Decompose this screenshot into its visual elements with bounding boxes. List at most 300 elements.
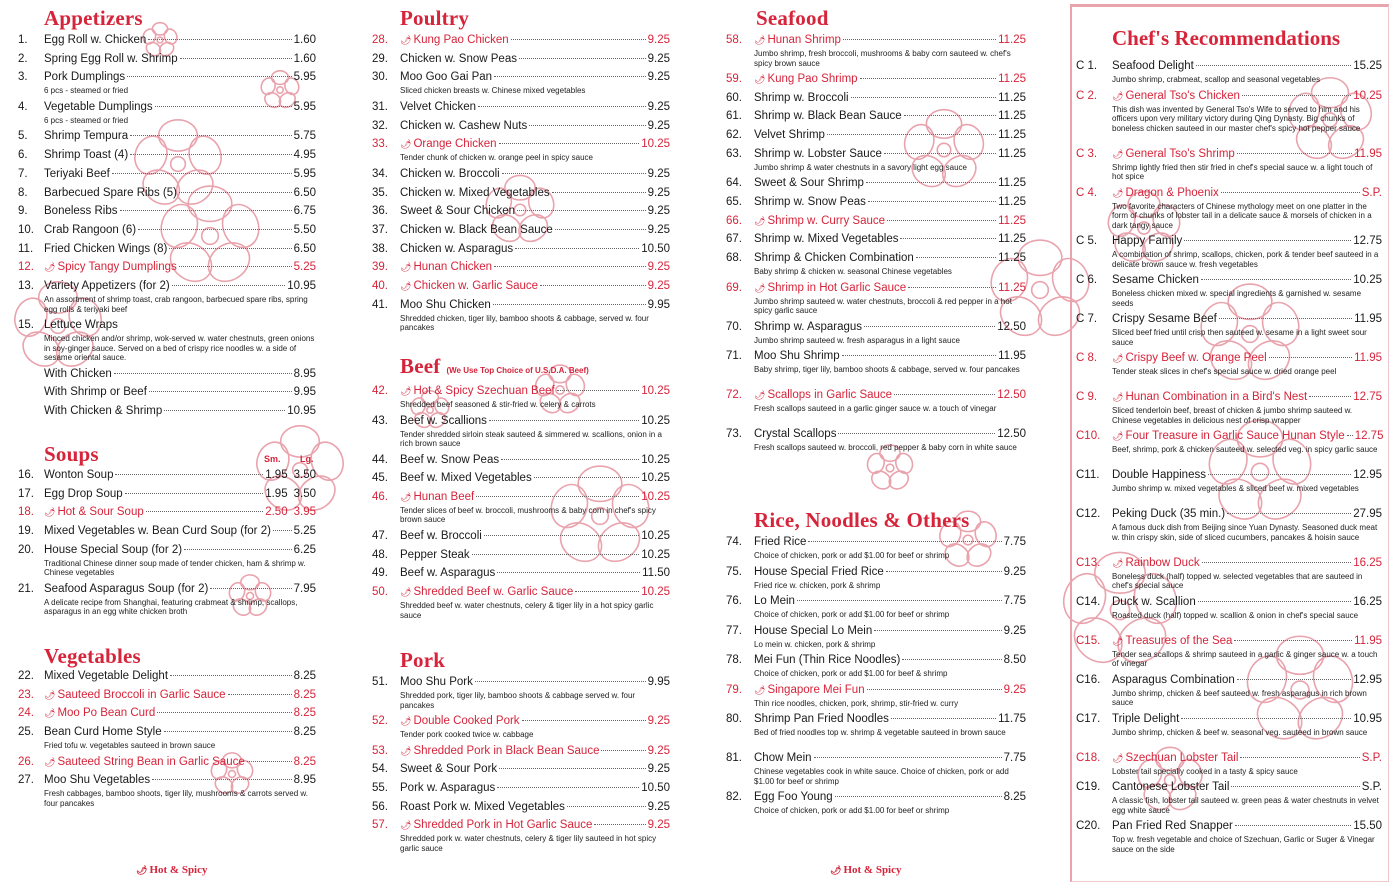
item-description: Jumbo shrimp, chicken & beef w. seasonal veg. sauteed in brown sauce	[1112, 727, 1368, 737]
item-description: Two favorite characters of Chinese mythology meet on one platter in the form of chunks of lobster tail in a delicate sauce & morsels of chicken in a dark tangy sauce	[1112, 201, 1372, 230]
item-name: Moo Shu Chicken	[400, 298, 491, 311]
pepper-icon: 🌶	[1112, 187, 1124, 198]
item-description: Fresh cabbages, bamboo shoots, tiger lily, mushrooms & carrots served w. four pancakes	[44, 789, 308, 808]
item-price: 5.50	[293, 223, 316, 236]
menu-item	[1076, 187, 1382, 231]
item-price: 11.25	[998, 252, 1026, 265]
menu-item	[372, 138, 670, 163]
item-name: Beef w. Snow Peas	[400, 453, 500, 466]
pepper-icon: 🌶	[44, 756, 56, 767]
leader-dots	[228, 694, 292, 695]
item-price: 9.25	[647, 763, 670, 776]
item-name: Chicken w. Broccoli	[400, 167, 500, 180]
leader-dots	[489, 420, 639, 421]
column-4	[1076, 0, 1382, 884]
item-name: Pork Dumplings	[44, 71, 126, 84]
leader-dots	[146, 511, 263, 512]
item-number: 10.	[18, 223, 34, 236]
menu-item	[18, 319, 316, 363]
leader-dots	[908, 287, 996, 288]
item-name: Pepper Steak	[400, 548, 470, 561]
item-number: 76.	[726, 595, 742, 607]
item-name: Shredded Pork in Hot Garlic Sauce	[413, 819, 593, 832]
menu-item	[372, 763, 670, 778]
item-number: 26.	[18, 755, 34, 768]
leader-dots	[1227, 513, 1351, 514]
item-name: Orange Chicken	[413, 138, 497, 151]
menu-item	[372, 676, 670, 710]
item-price: S.P.	[1361, 781, 1382, 793]
item-number: 5.	[18, 130, 28, 143]
item-description: Fried tofu w. vegetables sauteed in brown sauce	[44, 741, 216, 751]
item-description: Beef, shrimp, pork & chicken sauteed w. selected veg. in spicy garlic sauce	[1112, 445, 1378, 454]
menu-item	[372, 101, 670, 116]
item-name: Wonton Soup	[44, 469, 114, 481]
item-name: Crystal Scallops	[754, 428, 837, 441]
item-price: 1.60	[293, 52, 316, 65]
menu-item	[18, 386, 316, 401]
leader-dots	[112, 173, 292, 174]
item-number: 25.	[18, 726, 34, 739]
leader-dots	[1184, 240, 1351, 241]
item-number: C14.	[1076, 595, 1101, 608]
item-price: 10.25	[641, 414, 670, 427]
item-price: 10.25	[641, 138, 670, 151]
hot-spicy-legend-3: 🌶 Hot & Spicy	[830, 864, 902, 876]
pork-title: Pork	[400, 648, 446, 672]
item-name: Egg Foo Young	[754, 791, 833, 803]
item-number: 37.	[372, 223, 388, 236]
leader-dots	[501, 459, 639, 460]
item-price: 10.25	[641, 472, 670, 485]
item-name: Shrimp Pan Fried Noodles	[754, 713, 889, 725]
item-name: General Tso's Chicken	[1125, 89, 1240, 102]
item-name: Variety Appetizers (for 2)	[44, 280, 170, 292]
item-number: 74.	[726, 536, 742, 548]
item-number: 55.	[372, 781, 388, 794]
pepper-icon: 🌶	[754, 390, 766, 401]
pepper-icon: 🌶	[754, 74, 766, 84]
leader-dots	[127, 76, 291, 77]
item-number: C 4.	[1076, 186, 1098, 199]
item-number: 62.	[726, 129, 742, 142]
item-price: 1.95	[265, 487, 288, 500]
leader-dots	[575, 591, 639, 592]
leader-dots	[179, 192, 292, 193]
item-description: Baby shrimp & chicken w. seasonal Chinese vegetables	[754, 267, 952, 277]
menu-item	[18, 243, 316, 258]
item-name: Shrimp Tempura	[44, 130, 129, 143]
item-price: 10.95	[287, 280, 316, 292]
leader-dots	[866, 182, 996, 183]
item-name: Sweet & Sour Shrimp	[754, 177, 864, 190]
item-price: 11.95	[1354, 147, 1382, 160]
item-name: Lettuce Wraps	[44, 319, 118, 331]
item-number: C16.	[1076, 673, 1101, 686]
item-description: Jumbo shrimp & water chestnuts in a savory light egg sauce	[754, 162, 967, 172]
leader-dots	[517, 210, 646, 211]
leader-dots	[838, 433, 995, 434]
leader-dots	[557, 390, 640, 391]
item-number: 52.	[372, 715, 388, 727]
item-number: 56.	[372, 800, 388, 813]
leader-dots	[1221, 192, 1360, 193]
pepper-icon: 🌶	[44, 262, 56, 273]
item-number: C 1.	[1076, 60, 1098, 72]
item-price: 27.95	[1353, 508, 1382, 520]
item-description: Sliced tenderloin beef, breast of chicken & jumbo shrimp sauteed w. Chinese vegetables in delicious nest of crisp wrapper	[1112, 406, 1353, 425]
item-number: C11.	[1076, 469, 1100, 481]
item-price: 10.25	[641, 586, 670, 598]
item-number: 18.	[18, 506, 34, 519]
menu-item	[372, 801, 670, 816]
item-price: 9.25	[647, 715, 670, 727]
menu-item	[18, 756, 316, 771]
item-name: Hot & Sour Soup	[57, 506, 144, 519]
item-name: Asparagus Combination	[1112, 673, 1235, 686]
menu-item	[1076, 508, 1382, 542]
menu-item	[1076, 674, 1382, 708]
item-number: 51.	[372, 676, 388, 688]
leader-dots	[114, 373, 292, 374]
pepper-icon: 🌶	[44, 507, 56, 518]
item-number: 50.	[372, 586, 388, 598]
item-description: Tender shredded sirloin steak sauteed & simmered w. scallions, onion in a rich brown sauce	[400, 429, 662, 448]
item-number: 29.	[372, 52, 388, 65]
leader-dots	[904, 115, 996, 116]
item-price: 9.25	[647, 261, 670, 274]
item-name: Velvet Shrimp	[754, 129, 825, 142]
item-price: 9.25	[647, 34, 670, 46]
item-number: 21.	[18, 582, 34, 595]
item-price: S.P.	[1361, 751, 1382, 764]
item-description: 6 pcs - steamed or fried	[44, 86, 129, 96]
item-number: 42.	[372, 385, 388, 397]
item-name: Fried Rice	[754, 536, 807, 548]
item-number: 12.	[18, 261, 34, 274]
item-number: 22.	[18, 670, 34, 682]
menu-item	[726, 350, 1026, 375]
menu-item	[372, 782, 670, 797]
item-number: 39.	[372, 261, 388, 274]
leader-dots	[179, 266, 292, 267]
item-price: 6.50	[293, 186, 316, 199]
leader-dots	[476, 496, 639, 497]
item-number: C15.	[1076, 634, 1101, 647]
menu-item	[18, 488, 316, 503]
item-name: Treasures of the Sea	[1125, 634, 1233, 647]
menu-item	[726, 428, 1026, 453]
menu-item	[372, 745, 670, 760]
item-number: 46.	[372, 490, 388, 503]
item-price: 12.95	[1353, 469, 1382, 481]
item-price: 4.95	[293, 149, 316, 162]
item-description: Shredded beef w. water chestnuts, celery & tiger lily in a hot spicy garlic sauce	[400, 601, 654, 620]
menu-item	[726, 791, 1026, 816]
leader-dots	[540, 285, 646, 286]
item-number: 27.	[18, 774, 34, 787]
leader-dots	[1198, 601, 1351, 602]
column-1	[18, 0, 316, 884]
item-description: Shredded pork, tiger lily, bamboo shoots & cabbage served w. four pancakes	[400, 691, 636, 710]
rice-noodles-title: Rice, Noodles & Others	[754, 508, 970, 532]
item-description: Tender chunk of chicken w. orange peel in spicy sauce	[400, 153, 594, 163]
item-price: 9.25	[647, 100, 670, 113]
leader-dots	[1219, 318, 1352, 319]
pepper-icon: 🌶	[754, 215, 766, 226]
seafood-title: Seafood	[756, 6, 829, 30]
item-price: 10.25	[641, 453, 670, 466]
menu-item	[726, 654, 1026, 679]
leader-dots	[184, 549, 292, 550]
item-name: Pork w. Asparagus	[400, 781, 496, 794]
leader-dots	[115, 474, 263, 475]
item-price: 5.25	[293, 261, 316, 274]
menu-item	[372, 243, 670, 258]
menu-item	[1076, 820, 1382, 854]
item-number: 81.	[726, 752, 742, 764]
item-number: 2.	[18, 52, 28, 65]
item-name: Hunan Beef	[413, 490, 475, 503]
item-name: Shrimp Toast (4)	[44, 149, 129, 162]
item-number: 71.	[726, 350, 742, 363]
leader-dots	[499, 768, 645, 769]
item-number: 49.	[372, 567, 388, 580]
item-description: Jumbo shrimp, chicken & beef sauteed w. fresh asparagus in rich brown sauce	[1112, 688, 1367, 707]
menu-item	[372, 491, 670, 525]
item-description: Tender slices of beef w. broccoli, mushrooms & baby corn in chef's spicy brown sauce	[400, 505, 656, 525]
item-number: 31.	[372, 100, 388, 113]
item-price: 12.95	[1353, 673, 1382, 686]
menu-item	[372, 454, 670, 469]
item-name: Mei Fun (Thin Rice Noodles)	[754, 654, 901, 666]
item-price: 9.25	[647, 186, 670, 199]
item-price: 8.50	[1003, 654, 1026, 666]
menu-item	[18, 280, 316, 314]
leader-dots	[149, 391, 292, 392]
item-description: Choice of chicken, pork or add $1.00 for beef or shrimp	[754, 610, 950, 619]
menu-item	[1076, 352, 1382, 377]
item-price: 16.25	[1353, 595, 1382, 608]
item-name: Roast Pork w. Mixed Vegetables	[400, 800, 565, 813]
leader-dots	[164, 410, 285, 411]
item-number: 67.	[726, 233, 742, 246]
leader-dots	[125, 493, 264, 494]
item-description: Jumbo shrimp sauteed w. water chestnuts, broccoli & red pepper in a hot spicy garlic sauce	[754, 296, 1012, 316]
item-price: 12.50	[997, 320, 1026, 333]
item-name: Shrimp w. Black Bean Sauce	[754, 110, 902, 123]
item-price: 6.25	[293, 543, 316, 556]
leader-dots	[894, 394, 995, 395]
menu-item	[726, 110, 1026, 125]
item-number: C 2.	[1076, 89, 1098, 102]
pepper-icon: 🌶	[400, 587, 412, 597]
item-number: 16.	[18, 469, 34, 481]
item-number: 43.	[372, 414, 388, 427]
menu-item	[726, 389, 1026, 414]
menu-item	[18, 368, 316, 383]
item-number: 75.	[726, 565, 742, 578]
item-name: Shredded Pork in Black Bean Sauce	[413, 744, 600, 757]
item-number: 38.	[372, 242, 388, 255]
item-price: 2.50	[265, 506, 288, 519]
leader-dots	[1309, 396, 1351, 397]
item-name: Kung Pao Chicken	[413, 34, 509, 46]
menu-item	[726, 196, 1026, 211]
item-name: Shrimp w. Curry Sauce	[767, 214, 886, 227]
item-price: 8.25	[293, 688, 316, 701]
item-name: Chicken w. Snow Peas	[400, 52, 517, 65]
item-description: Choice of chicken, pork or add $1.00 for beef or shrimp	[754, 806, 950, 815]
leader-dots	[1181, 718, 1351, 719]
leader-dots	[157, 712, 291, 713]
item-price: 9.25	[647, 280, 670, 292]
leader-dots	[860, 78, 996, 79]
item-price: 8.25	[293, 707, 316, 720]
menu-item	[372, 261, 670, 276]
menu-item	[18, 34, 316, 49]
pepper-icon: 🌶	[400, 262, 412, 273]
item-price: 10.50	[641, 242, 670, 255]
leader-dots	[273, 530, 292, 531]
item-description: Tender sea scallops & shrimp sauteed in a garlic & ginger sauce w. a touch of vinegar	[1112, 649, 1378, 668]
item-number: 6.	[18, 149, 28, 162]
pepper-icon: 🌶	[1112, 90, 1124, 101]
item-price: 11.95	[1354, 634, 1382, 647]
item-number: 1.	[18, 34, 28, 46]
item-number: 73.	[726, 428, 742, 441]
item-number: 70.	[726, 320, 742, 333]
item-name: Happy Family	[1112, 235, 1183, 247]
menu-item	[372, 819, 670, 853]
leader-dots	[475, 681, 646, 682]
item-name: Sauteed Broccoli in Garlic Sauce	[57, 688, 226, 701]
item-price: 8.25	[1003, 791, 1026, 803]
item-number: C19.	[1076, 781, 1101, 793]
item-number: C 9.	[1076, 391, 1098, 403]
item-name: Hunan Shrimp	[767, 34, 841, 46]
leader-dots	[1237, 153, 1352, 154]
leader-dots	[120, 210, 292, 211]
item-name: Bean Curd Home Style	[44, 726, 162, 739]
item-description: Traditional Chinese dinner soup made of tender chicken, ham & shrimp w. Chinese vegetables	[44, 558, 306, 578]
menu-item	[726, 177, 1026, 192]
item-number: 35.	[372, 186, 388, 199]
item-name: Dragon & Phoenix	[1125, 186, 1219, 199]
leader-dots	[148, 39, 291, 40]
vegetables-title: Vegetables	[44, 644, 141, 668]
item-number: 45.	[372, 472, 388, 485]
item-name: Chicken w. Mixed Vegetables	[400, 186, 550, 199]
leader-dots	[502, 173, 646, 174]
item-name: Shrimp in Hot Garlic Sauce	[767, 281, 907, 294]
item-number: 69.	[726, 281, 742, 294]
leader-dots	[552, 192, 646, 193]
item-name: Cantonese Lobster Tail	[1112, 781, 1230, 793]
item-description: Jumbo shrimp w. mixed vegetables & sliced beef w. mixed vegetables	[1112, 484, 1359, 493]
item-price: 10.50	[641, 781, 670, 794]
menu-item	[726, 684, 1026, 709]
menu-item	[726, 625, 1026, 650]
menu-item	[18, 261, 316, 276]
item-price: 10.95	[287, 404, 316, 417]
item-name: Boneless Ribs	[44, 205, 118, 218]
item-name: Shrimp w. Asparagus	[754, 320, 863, 333]
item-number: 7.	[18, 167, 28, 180]
menu-item	[18, 53, 316, 68]
item-name: With Shrimp or Beef	[44, 386, 147, 399]
item-number: 48.	[372, 548, 388, 561]
leader-dots	[808, 541, 1001, 542]
item-description: An assortment of shrimp toast, crab rangoon, barbecued spare ribs, spring egg rolls & teriyaki beef	[44, 295, 308, 314]
leader-dots	[884, 153, 996, 154]
leader-dots	[130, 135, 291, 136]
item-price: 11.25	[998, 110, 1026, 123]
pepper-icon: 🌶	[400, 745, 412, 756]
item-number: 34.	[372, 167, 388, 180]
pepper-icon: 🌶	[44, 708, 56, 719]
item-description: 6 pcs - steamed or fried	[44, 115, 129, 125]
menu-item	[372, 224, 670, 239]
leader-dots	[1208, 474, 1351, 475]
item-name: Hunan Combination in a Bird's Nest	[1125, 391, 1308, 403]
menu-item	[372, 472, 670, 487]
item-number: C 7.	[1076, 313, 1098, 325]
item-description: A delicate recipe from Shanghai, featuring crabmeat & shrimp, scallops, asparagus in an egg white chicken broth	[44, 597, 298, 617]
item-price: 9.25	[647, 744, 670, 757]
item-name: Pan Fried Red Snapper	[1112, 820, 1233, 832]
leader-dots	[827, 134, 996, 135]
item-price: 11.25	[998, 177, 1026, 190]
item-price: 12.75	[1354, 430, 1384, 442]
menu-item	[726, 321, 1026, 346]
item-number: 58.	[726, 34, 742, 46]
item-price: 12.75	[1353, 235, 1382, 247]
pepper-icon: 🌶	[1112, 557, 1124, 568]
item-price: 10.25	[641, 490, 670, 503]
leader-dots	[172, 285, 286, 286]
leader-dots	[1201, 279, 1351, 280]
menu-item	[726, 148, 1026, 173]
menu-item	[1076, 235, 1382, 269]
item-number: 23.	[18, 688, 34, 701]
leader-dots	[522, 720, 646, 721]
menu-item	[372, 205, 670, 220]
item-price: 7.95	[293, 582, 316, 595]
column-3	[726, 0, 1026, 884]
menu-item	[1076, 596, 1382, 621]
menu-item	[18, 544, 316, 578]
item-number: C17.	[1076, 712, 1101, 725]
item-description: Fresh scallops sauteed in a garlic ginger sauce w. a touch of vinegar	[754, 404, 997, 414]
item-number: 17.	[18, 487, 34, 500]
item-number: 30.	[372, 71, 388, 84]
leader-dots	[797, 600, 1002, 601]
item-number: 9.	[18, 205, 28, 218]
item-name: Lo Mein	[754, 595, 795, 607]
item-price: 9.25	[1003, 624, 1026, 637]
item-price: 9.25	[647, 167, 670, 180]
item-price: 1.60	[293, 34, 316, 46]
item-name: Shrimp w. Snow Peas	[754, 196, 866, 208]
item-name: Barbecued Spare Ribs (5)	[44, 186, 177, 199]
item-price: 6.75	[293, 205, 316, 218]
menu-item	[726, 595, 1026, 620]
item-price: 7.75	[1003, 536, 1026, 548]
item-number: 57.	[372, 819, 388, 832]
item-price: 5.25	[293, 525, 316, 538]
leader-dots	[814, 757, 1002, 758]
